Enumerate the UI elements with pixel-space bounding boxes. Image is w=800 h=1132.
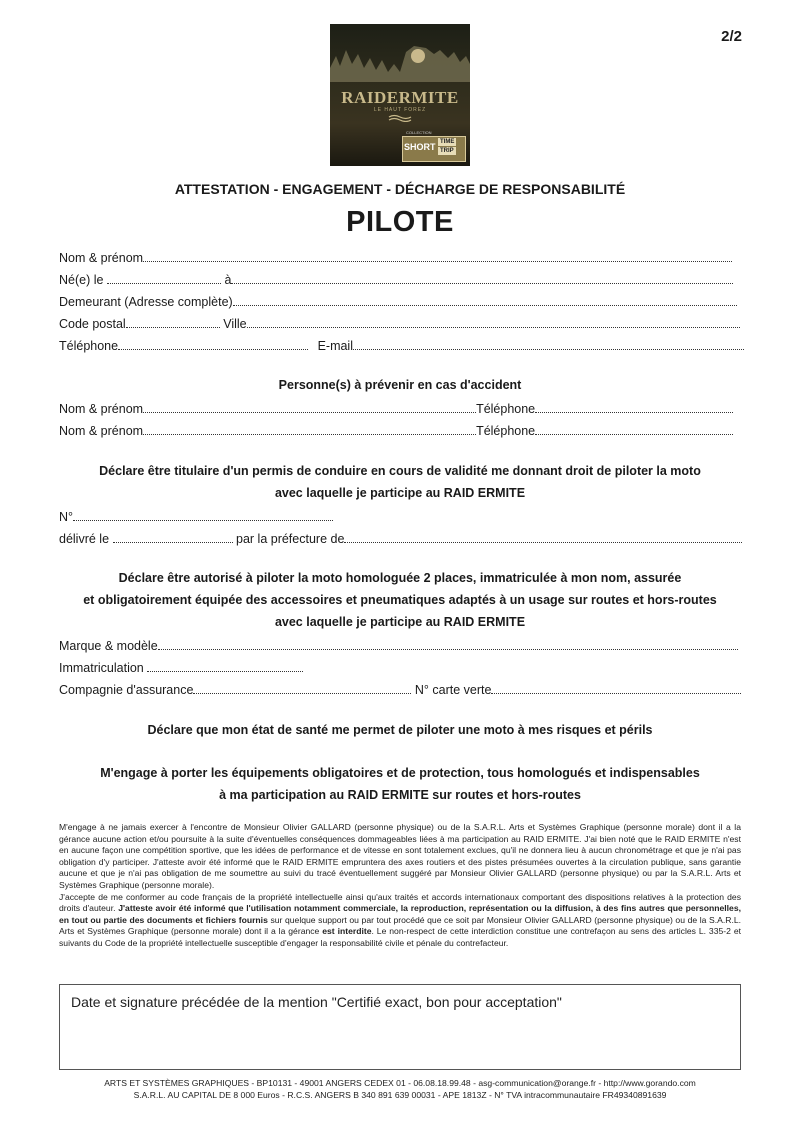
- phone-email-row: [59, 338, 744, 353]
- equipment-declaration-line-1: M'engage à porter les équipements obligatoires et de protection, tous homologués et indispensables: [100, 766, 700, 780]
- brand-model-field[interactable]: [158, 638, 738, 650]
- signature-label: Date et signature précédée de la mention "Certifié exact, bon pour acceptation": [71, 994, 562, 1010]
- license-issue-row: [59, 531, 742, 546]
- emergency-name-label: Nom & prénom: [59, 402, 144, 416]
- equipment-declaration-line-2: à ma participation au RAID ERMITE sur routes et hors-routes: [219, 788, 581, 802]
- brand-model-label: Marque & modèle: [59, 639, 158, 653]
- registration-row: [59, 660, 303, 675]
- born-label: Né(e) le: [59, 273, 104, 287]
- registration-field[interactable]: [147, 660, 303, 672]
- birth-date-field[interactable]: [107, 272, 221, 284]
- license-number-label: N°: [59, 510, 74, 524]
- email-field[interactable]: [353, 338, 744, 350]
- moto-declaration-line-3: avec laquelle je participe au RAID ERMITE: [274, 615, 526, 629]
- emergency-name-label: Nom & prénom: [59, 424, 144, 438]
- prefecture-field[interactable]: [344, 531, 742, 543]
- moto-declaration-line-2: et obligatoirement équipée des accessoires et pneumatiques adaptés à un usage sur routes et hors-routes: [83, 593, 717, 607]
- forest-silhouette-icon: [330, 42, 470, 82]
- footer-line-1: ARTS ET SYSTÈMES GRAPHIQUES - BP10131 - 49001 ANGERS CEDEX 01 - 06.08.18.99.48 - asg-communication@orange.fr - http://www.gorando.com: [104, 1078, 696, 1088]
- name-row: [59, 250, 732, 265]
- emergency-row-2: [59, 423, 733, 438]
- logo-brand: RAIDERMITE: [341, 88, 459, 107]
- address-row: [59, 294, 737, 309]
- name-label: Nom & prénom: [59, 251, 144, 265]
- insurance-field[interactable]: [193, 682, 411, 694]
- postal-label: Code postal: [59, 317, 126, 331]
- license-declaration-line-1: Déclare être titulaire d'un permis de conduire en cours de validité me donnant droit de piloter la moto: [99, 464, 701, 478]
- page-number: 2/2: [721, 28, 742, 45]
- badge-trip: TRIP: [440, 148, 454, 154]
- badge-time: TIME: [440, 139, 455, 145]
- postal-field[interactable]: [126, 316, 220, 328]
- raid-ermite-logo: [330, 24, 470, 166]
- emergency-heading: Personne(s) à prévenir en cas d'accident: [278, 378, 522, 392]
- phone-field[interactable]: [118, 338, 308, 350]
- legal-text: sur quelque support ou par tout procédé que ce soit par Monsieur Olivier GALLARD (personne physique) ou de la S.A.R.L. Arts et Systèmes Graphique (personne morale) dont il a la gérance: [59, 914, 741, 937]
- license-issued-label: délivré le: [59, 532, 110, 546]
- email-label: E-mail: [317, 339, 353, 353]
- legal-text: . Le non-respect de cette interdiction constitue une contrefaçon au sens des articles L. 335-2 et suivants du Code de la propriété intellectuelle susceptible d'engager la responsabilité civile et pénale du contrefacteur.: [59, 926, 741, 948]
- insurance-row: [59, 682, 741, 697]
- green-card-field[interactable]: [491, 682, 741, 694]
- city-label: Ville: [223, 317, 247, 331]
- wave-icon: [388, 114, 412, 122]
- address-label: Demeurant (Adresse complète): [59, 295, 233, 309]
- document-title: PILOTE: [346, 206, 454, 238]
- legal-text: J'accepte de me conformer au code français de la propriété intellectuelle ainsi qu'aux traités et accords internationaux comportant des dispositions relatives à la protection des droits d'auteur.: [59, 891, 741, 914]
- born-at-label: à: [224, 273, 232, 287]
- insurance-label: Compagnie d'assurance: [59, 683, 194, 697]
- emergency-phone-label: Téléphone: [476, 424, 536, 438]
- license-number-row: [59, 509, 333, 524]
- emergency-phone-label: Téléphone: [476, 402, 536, 416]
- legal-paragraph-2: [59, 892, 741, 950]
- emergency-name-field-2[interactable]: [143, 423, 476, 435]
- name-field[interactable]: [143, 250, 732, 262]
- document-subtitle: ATTESTATION - ENGAGEMENT - DÉCHARGE DE RESPONSABILITÉ: [174, 181, 626, 197]
- badge-caption: COLLECTION: [406, 130, 432, 135]
- license-number-field[interactable]: [73, 509, 333, 521]
- emergency-row-1: [59, 401, 733, 416]
- green-card-label: N° carte verte: [414, 683, 492, 697]
- birth-row: [59, 272, 733, 287]
- signature-box[interactable]: [59, 984, 741, 1070]
- footer-line-2: S.A.R.L. AU CAPITAL DE 8 000 Euros - R.C.S. ANGERS B 340 891 639 00031 - APE 1813Z - N° TVA intracommunautaire FR49340891639: [133, 1090, 667, 1100]
- phone-label: Téléphone: [59, 339, 119, 353]
- logo-brand-sub: LE HAUT FOREZ: [373, 107, 427, 113]
- birth-place-field[interactable]: [231, 272, 733, 284]
- city-field[interactable]: [247, 316, 740, 328]
- legal-paragraph-1: M'engage à ne jamais exercer à l'encontre de Monsieur Olivier GALLARD (personne physique) ou de la S.A.R.L. Arts et Systèmes Graphique (personne morale) dont il a la gérance aucune action et/ou poursuite à la suite d'éventuelles conséquences dommageables liées à ma participation au RAID ERMITE. J'ai bien noté que le RAID ERMITE n'est en aucune façon une compétition sportive, que les idées de performance et de vitesse en sont totalement exclues, qu'il ne donnera lieu à aucun chronométrage et que je n'ai pas obligation d'y participer. J'atteste avoir été informé que le RAID ERMITE empruntera des axes routiers et des pistes présumées ouvertes à la circulation publique, sans garantie aucune et que je n'ai pas obligation de me soumettre au suivi du tracé éventuellement suggéré par Monsieur Olivier GALLARD (personne physique) ou par la S.A.R.L. Arts et Systèmes Graphique (personne morale).: [59, 822, 741, 890]
- license-declaration-line-2: avec laquelle je participe au RAID ERMITE: [274, 486, 526, 500]
- badge-short: SHORT: [404, 142, 436, 152]
- registration-label: Immatriculation: [59, 661, 144, 675]
- moto-declaration-line-1: Déclare être autorisé à piloter la moto homologuée 2 places, immatriculée à mon nom, assurée: [118, 571, 682, 585]
- emergency-phone-field-2[interactable]: [535, 423, 733, 435]
- prefecture-label: par la préfecture de: [236, 532, 345, 546]
- health-declaration: Déclare que mon état de santé me permet de piloter une moto à mes risques et périls: [147, 723, 653, 737]
- legal-disclaimer: [59, 822, 741, 950]
- postal-city-row: [59, 316, 740, 331]
- address-field[interactable]: [233, 294, 737, 306]
- legal-text-bold: est interdite: [322, 926, 372, 937]
- emergency-phone-field-1[interactable]: [535, 401, 733, 413]
- emergency-name-field-1[interactable]: [143, 401, 476, 413]
- license-issued-field[interactable]: [113, 531, 233, 543]
- legal-text-bold: J'atteste avoir été informé que l'utilisation notamment commerciale, la reproduction, représentation ou la diffusion, à des fins autres que personnelles, en tout ou partie des documents et fichiers fournis: [59, 903, 741, 925]
- brand-model-row: [59, 638, 738, 653]
